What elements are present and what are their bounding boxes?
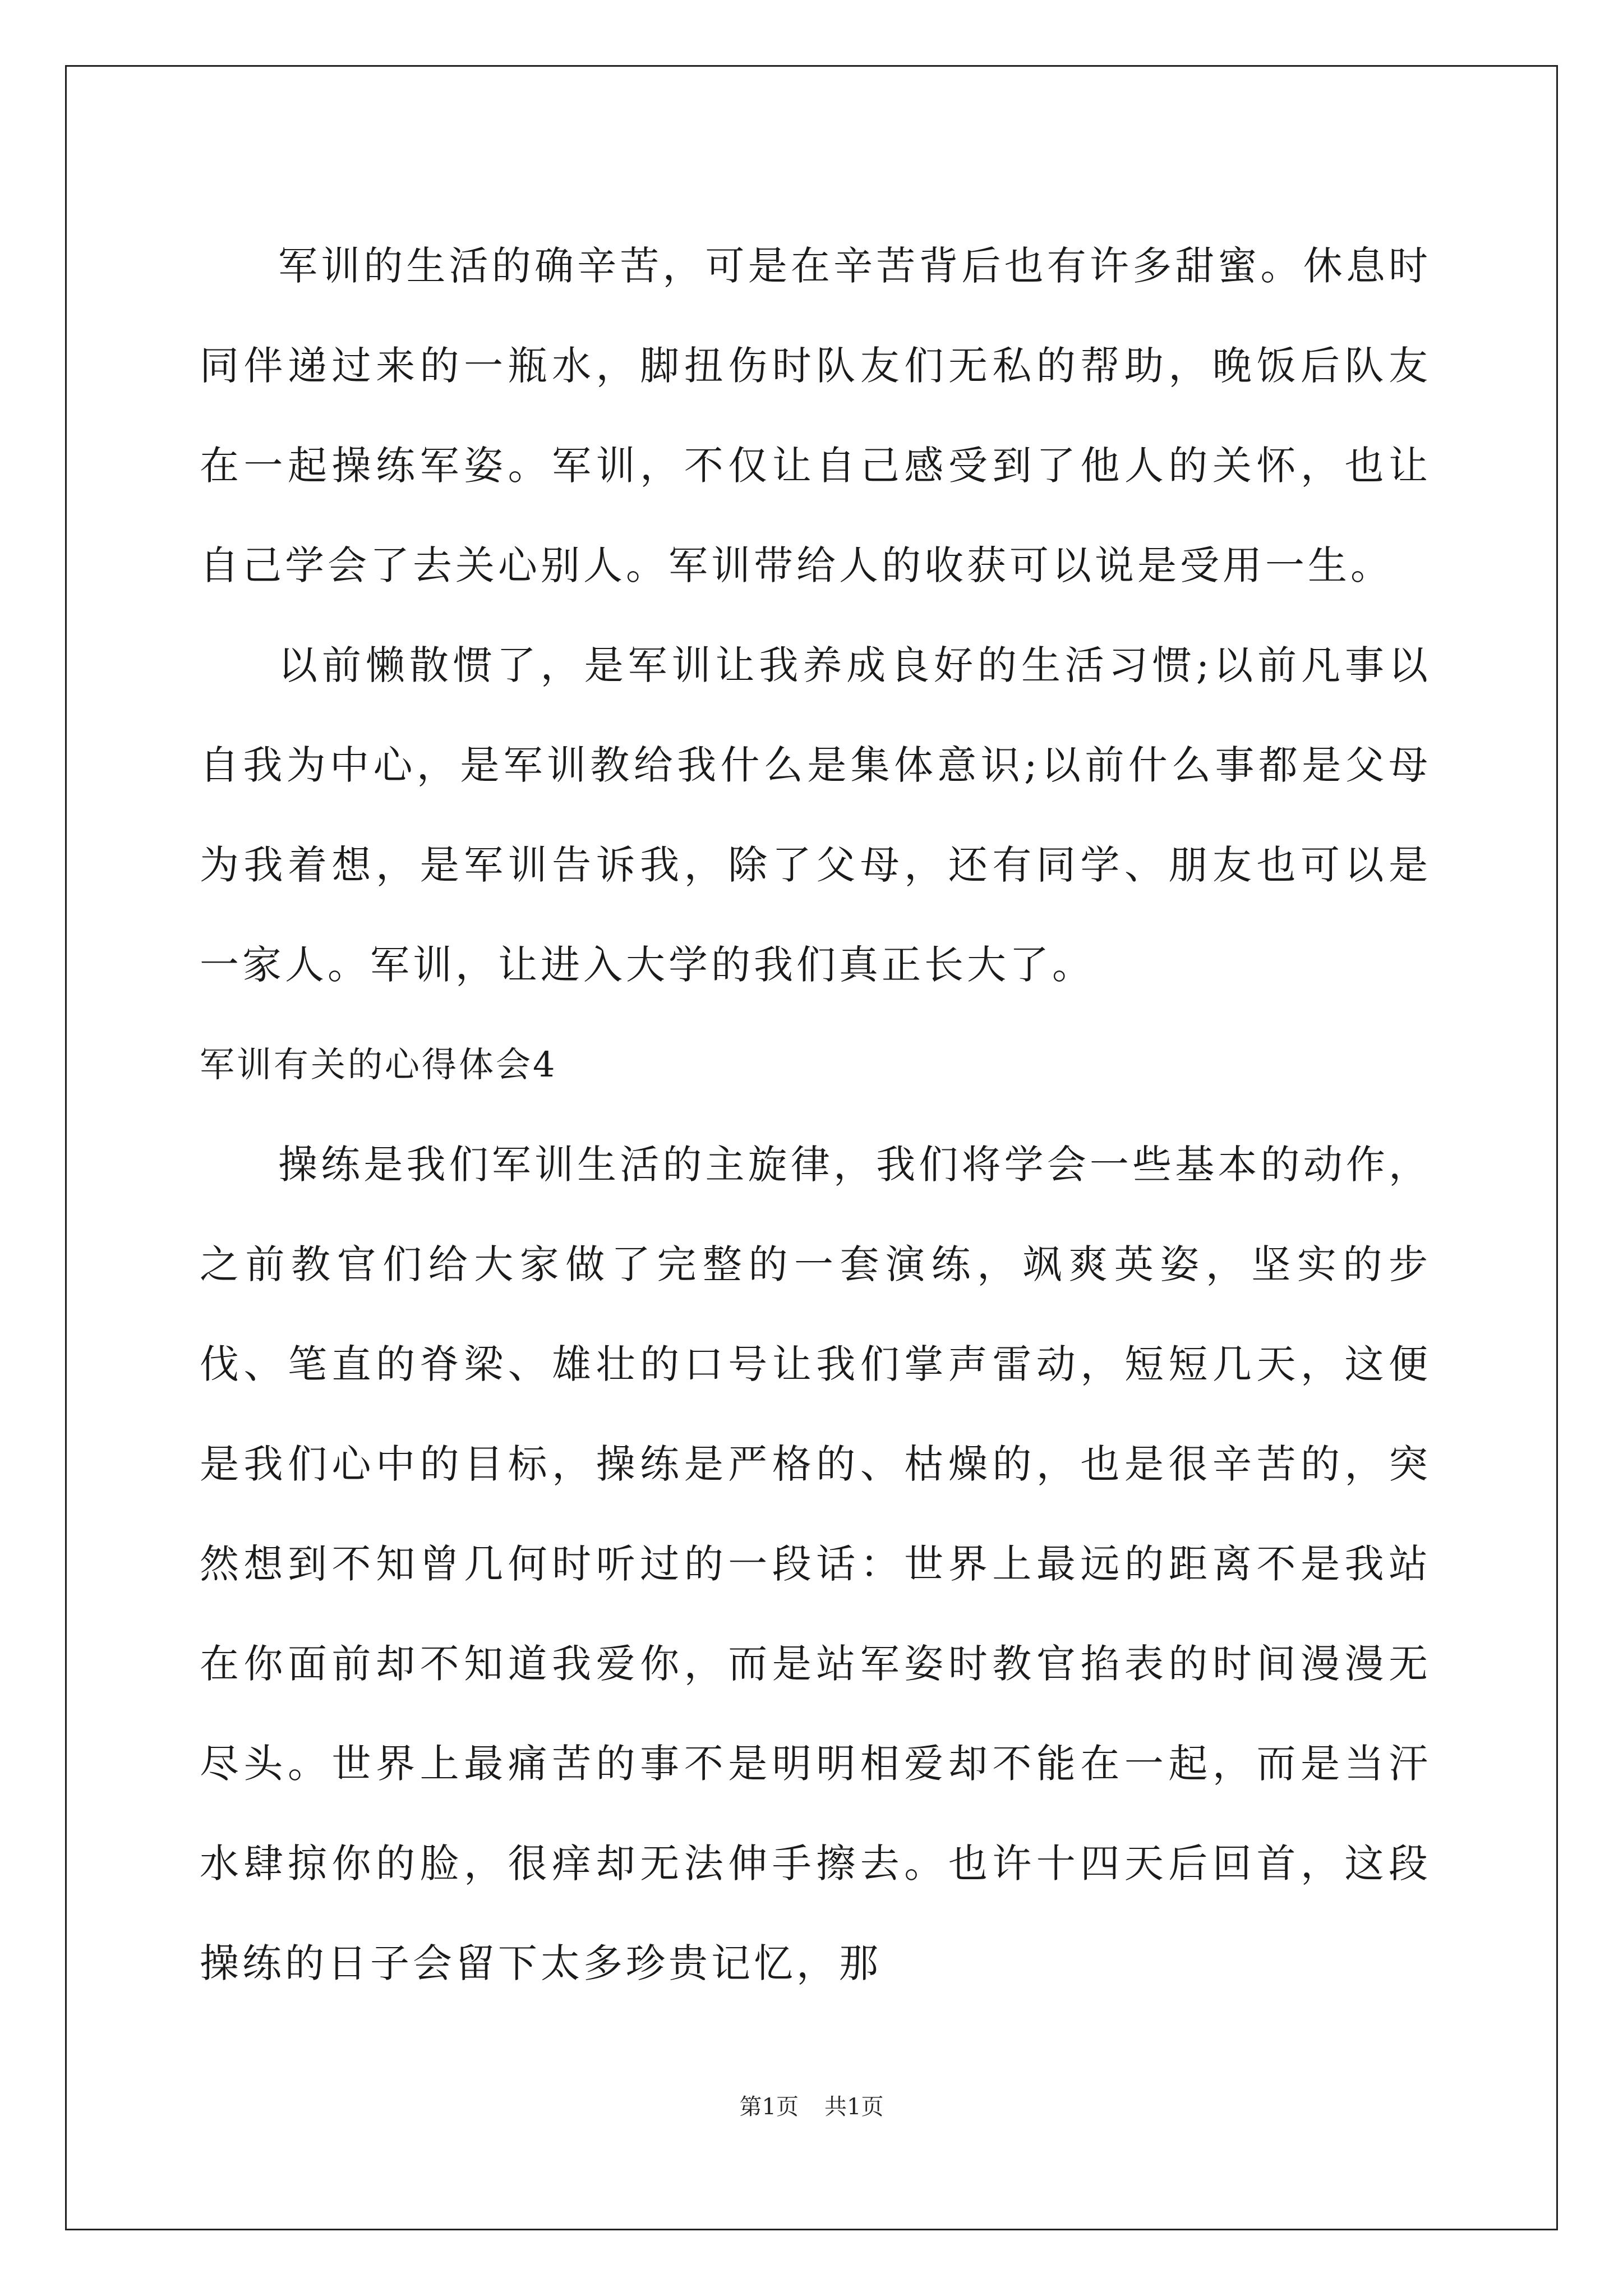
page-number-current: 第1页 — [739, 2094, 799, 2120]
paragraph-3: 操练是我们军训生活的主旋律，我们将学会一些基本的动作，之前教官们给大家做了完整的一套演练，飒爽英姿，坚实的步伐、笔直的脊梁、雄壮的口号让我们掌声雷动，短短几天，这便是我们心中的目标，操练是严格的、枯燥的，也是很辛苦的，突然想到不知曾几何时听过的一段话：世界上最远的距离不是我站在你面前却不知道我爱你，而是站军姿时教官掐表的时间漫漫无尽头。世界上最痛苦的事不是明明相爱却不能在一起，而是当汗水肆掠你的脸，很痒却无法伸手擦去。也许十四天后回首，这段操练的日子会留下太多珍贵记忆，那 — [200, 1142, 1431, 1986]
section-heading: 军训有关的心得体会4 — [200, 1044, 557, 1085]
paragraph-1: 军训的生活的确辛苦，可是在辛苦背后也有许多甜蜜。休息时同伴递过来的一瓶水，脚扭伤时队友们无私的帮助，晚饭后队友在一起操练军姿。军训，不仅让自己感受到了他人的关怀，也让自己学会了去关心别人。军训带给人的收获可以说是受用一生。 — [200, 243, 1431, 588]
page-footer — [0, 2091, 1623, 2123]
document-body — [200, 216, 1431, 2013]
paragraph-2: 以前懒散惯了，是军训让我养成良好的生活习惯;以前凡事以自我为中心，是军训教给我什么是集体意识;以前什么事都是父母为我着想，是军训告诉我，除了父母，还有同学、朋友也可以是一家人。军训，让进入大学的我们真正长大了。 — [200, 642, 1431, 988]
page-number-total: 共1页 — [824, 2094, 884, 2120]
